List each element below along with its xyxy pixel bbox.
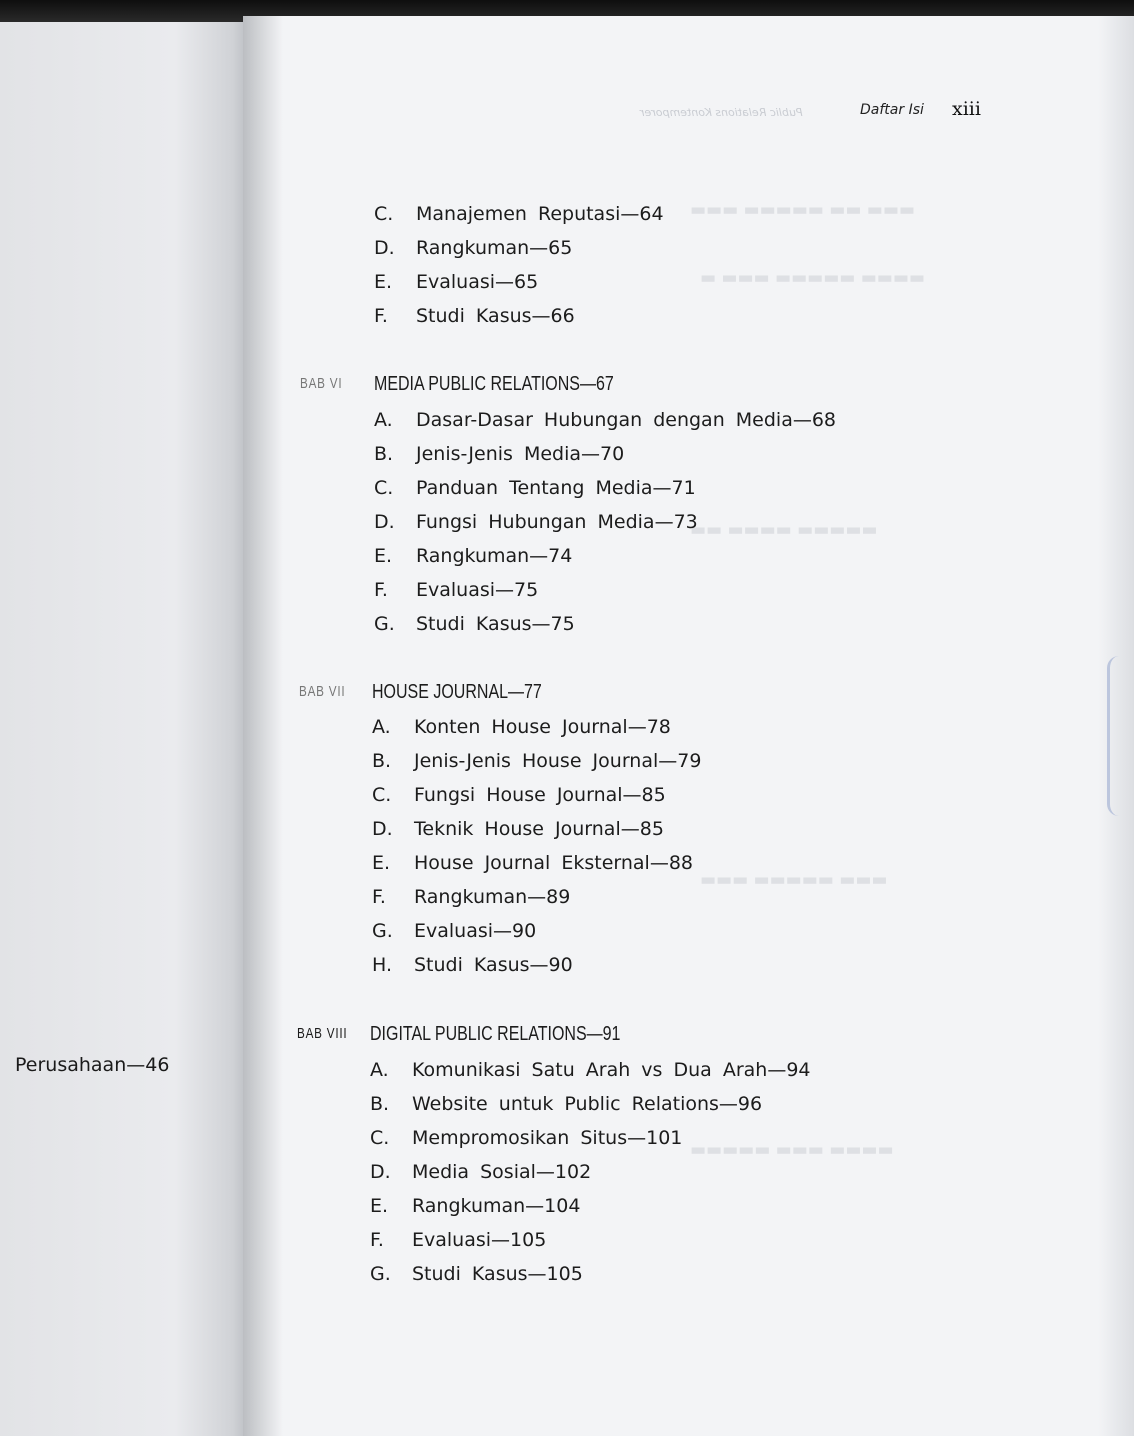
toc-entry-letter: C. <box>372 784 392 806</box>
toc-entry-text: Jenis-Jenis Media—70 <box>416 443 625 465</box>
toc-entry-letter: D. <box>374 237 395 259</box>
toc-entry-letter: G. <box>372 920 393 942</box>
toc-entry-text: Mempromosikan Situs—101 <box>412 1127 683 1149</box>
show-through-line: ▬▬▬ ▬▬ ▬▬▬▬▬ ▬▬▬ <box>690 200 916 220</box>
section-title: Daftar Isi <box>860 102 924 118</box>
chapter-number: BAB VIII <box>297 1025 348 1042</box>
toc-entry-letter: C. <box>374 203 394 225</box>
toc-entry-letter: B. <box>372 750 392 772</box>
toc-entry-text: Jenis-Jenis House Journal—79 <box>414 750 702 772</box>
show-through-line: ▬▬▬▬ ▬▬▬▬▬ ▬▬▬ ▬ <box>700 268 926 288</box>
toc-entry-letter: E. <box>374 271 393 293</box>
toc-entry-letter: F. <box>372 886 386 908</box>
chapter-title: HOUSE JOURNAL—77 <box>372 681 542 703</box>
show-through-line: ▬▬▬ ▬▬▬▬▬ ▬▬▬ <box>700 870 888 890</box>
toc-entry-text: Fungsi House Journal—85 <box>414 784 666 806</box>
chapter-title: DIGITAL PUBLIC RELATIONS—91 <box>370 1023 621 1045</box>
toc-entry-letter: C. <box>370 1127 390 1149</box>
toc-entry-text: Rangkuman—104 <box>412 1195 581 1217</box>
toc-entry-text: Fungsi Hubungan Media—73 <box>416 511 698 533</box>
toc-entry-text: Studi Kasus—105 <box>412 1263 583 1285</box>
chapter-number: BAB VI <box>300 375 343 392</box>
toc-entry-text: Evaluasi—105 <box>412 1229 547 1251</box>
toc-entry-letter: B. <box>370 1093 390 1115</box>
toc-entry-text: House Journal Eksternal—88 <box>414 852 693 874</box>
toc-entry-text: Media Sosial—102 <box>412 1161 592 1183</box>
toc-entry-text: Manajemen Reputasi—64 <box>416 203 664 225</box>
toc-entry-letter: F. <box>374 305 388 327</box>
toc-entry-letter: D. <box>374 511 395 533</box>
toc-entry-letter: A. <box>372 716 391 738</box>
toc-entry-text: Studi Kasus—75 <box>416 613 575 635</box>
toc-entry-text: Panduan Tentang Media—71 <box>416 477 696 499</box>
toc-entry-text: Studi Kasus—66 <box>416 305 575 327</box>
book-gutter <box>243 16 283 1436</box>
toc-entry-text: Evaluasi—90 <box>414 920 537 942</box>
page-edge-right <box>1098 16 1134 1436</box>
running-head-show-through: Public Relations Kontemporer <box>640 106 803 119</box>
chapter-number: BAB VII <box>299 683 346 700</box>
toc-entry-text: Komunikasi Satu Arah vs Dua Arah—94 <box>412 1059 811 1081</box>
chapter-title: MEDIA PUBLIC RELATIONS—67 <box>374 373 614 395</box>
toc-entry-letter: A. <box>370 1059 389 1081</box>
left-page-text-fragment: Perusahaan—46 <box>15 1054 170 1076</box>
toc-entry-text: Evaluasi—65 <box>416 271 539 293</box>
toc-entry-text: Evaluasi—75 <box>416 579 539 601</box>
toc-entry-letter: F. <box>374 579 388 601</box>
toc-entry-text: Rangkuman—89 <box>414 886 571 908</box>
toc-entry-text: Rangkuman—65 <box>416 237 573 259</box>
toc-entry-letter: C. <box>374 477 394 499</box>
toc-entry-letter: G. <box>370 1263 391 1285</box>
toc-entry-text: Rangkuman—74 <box>416 545 573 567</box>
toc-entry-text: Konten House Journal—78 <box>414 716 671 738</box>
toc-entry-letter: E. <box>374 545 393 567</box>
toc-entry-text: Website untuk Public Relations—96 <box>412 1093 763 1115</box>
page-number: xiii <box>952 98 981 120</box>
show-through-line: ▬▬▬▬▬ ▬▬▬▬ ▬▬ <box>690 520 878 540</box>
toc-entry-letter: G. <box>374 613 395 635</box>
left-page <box>0 22 250 1436</box>
stamp-icon <box>1107 656 1134 816</box>
toc-entry-letter: E. <box>372 852 391 874</box>
toc-entry-text: Teknik House Journal—85 <box>414 818 664 840</box>
toc-entry-letter: D. <box>372 818 393 840</box>
toc-entry-letter: H. <box>372 954 392 976</box>
toc-entry-text: Studi Kasus—90 <box>414 954 573 976</box>
toc-entry-text: Dasar-Dasar Hubungan dengan Media—68 <box>416 409 837 431</box>
toc-entry-letter: D. <box>370 1161 391 1183</box>
show-through-line: ▬▬▬▬ ▬▬▬ ▬▬▬▬▬ <box>690 1140 894 1160</box>
toc-entry-letter: E. <box>370 1195 389 1217</box>
toc-entry-letter: A. <box>374 409 393 431</box>
toc-entry-letter: B. <box>374 443 394 465</box>
running-head <box>600 98 980 124</box>
toc-entry-letter: F. <box>370 1229 384 1251</box>
